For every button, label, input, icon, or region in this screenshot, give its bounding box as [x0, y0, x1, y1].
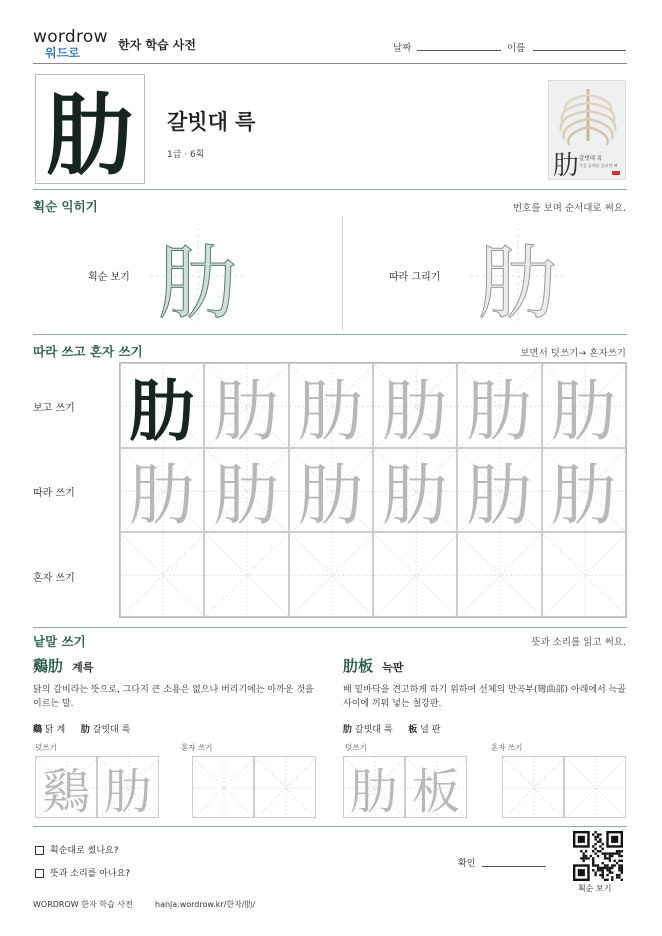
- practice-grid: [119, 362, 627, 618]
- word-1-trace-label: 덧쓰기: [35, 743, 57, 752]
- footer-brand: WORDROW 한자 학습 사전: [33, 900, 133, 909]
- practice-bottom-divider: [33, 627, 627, 628]
- practice-cell[interactable]: [457, 448, 541, 533]
- name-label: 이름: [507, 43, 526, 54]
- word-2-char2-gloss: 널 판: [420, 725, 441, 735]
- word-2-trace-boxes: [343, 756, 467, 818]
- check-meaning-sound-label: 뜻과 소리를 아나요?: [50, 869, 131, 879]
- practice-cell[interactable]: [289, 448, 373, 533]
- thumb-character: 肋: [553, 151, 580, 180]
- logo-korean: 워드로: [45, 46, 80, 60]
- hero-divider: [33, 189, 627, 190]
- word-trace-cell[interactable]: [97, 756, 159, 818]
- practice-character: 肋: [297, 457, 364, 533]
- words-section-note: 뜻과 소리를 읽고 써요.: [531, 637, 626, 648]
- stroke-section-note: 번호를 보며 순서대로 써요.: [512, 203, 626, 214]
- word-2-char1-gloss: 갈빗대 륵: [354, 725, 393, 735]
- practice-character: 肋: [382, 457, 449, 533]
- practice-cell[interactable]: [120, 363, 204, 448]
- footer-url[interactable]: hanja.wordrow.kr/한자/肋/: [155, 900, 256, 909]
- stroke-trace-label: 따라 그리기: [389, 272, 441, 283]
- practice-character: 肋: [466, 457, 533, 533]
- header-divider: [33, 63, 627, 64]
- practice-cell[interactable]: [542, 448, 626, 533]
- practice-cell[interactable]: [373, 448, 457, 533]
- confirm-field[interactable]: [482, 866, 546, 867]
- check-meaning-sound[interactable]: [35, 866, 130, 879]
- words-bottom-divider: [33, 826, 627, 827]
- stroke-divider: [342, 216, 343, 330]
- checkbox-icon[interactable]: [35, 869, 44, 878]
- stroke-trace-box[interactable]: [470, 228, 566, 330]
- grade-strokes: 1급 · 6획: [167, 150, 205, 160]
- practice-character: 肋: [297, 372, 364, 448]
- practice-cell[interactable]: [289, 363, 373, 448]
- word-1-char1-hanja: 鷄: [33, 725, 43, 735]
- word-trace-character: 肋: [349, 763, 398, 818]
- word-trace-character: 板: [411, 763, 460, 818]
- practice-character: 肋: [550, 372, 617, 448]
- practice-section-title: 따라 쓰고 혼자 쓰기: [33, 344, 143, 359]
- practice-character: 肋: [382, 372, 449, 448]
- qr-code[interactable]: [573, 831, 623, 881]
- checkbox-icon[interactable]: [35, 846, 44, 855]
- practice-row-label-view: 보고 쓰기: [33, 403, 75, 414]
- word-2-trace-label: 덧쓰기: [345, 743, 367, 752]
- word-1-char2-gloss: 갈빗대 륵: [92, 725, 131, 735]
- practice-cell[interactable]: [204, 448, 288, 533]
- hero-character-box: [35, 74, 145, 187]
- confirm-label: 확인: [458, 859, 476, 869]
- qr-code-icon: [573, 831, 623, 881]
- word-2-char1-hanja: 肋: [343, 725, 353, 735]
- check-stroke-order[interactable]: [35, 843, 119, 856]
- word-trace-cell[interactable]: [35, 756, 97, 818]
- hero-character: 肋: [45, 83, 134, 187]
- word-1-desc: 닭의 갈비라는 뜻으로, 그다지 큰 소용은 없으나 버리기에는 아까운 것을 이르는 말.: [33, 685, 314, 709]
- practice-cell[interactable]: [289, 532, 373, 617]
- word-1-char1-gloss: 닭 계: [44, 725, 66, 735]
- practice-row-label-solo: 혼자 쓰기: [33, 573, 75, 584]
- word-2: [343, 655, 633, 676]
- word-2-chars: [343, 722, 440, 735]
- check-stroke-order-label: 획순대로 썼나요?: [50, 846, 119, 856]
- word-trace-cell[interactable]: [405, 756, 467, 818]
- thumb-badge: [612, 171, 620, 175]
- practice-character: 肋: [129, 371, 196, 448]
- practice-cell[interactable]: [120, 448, 204, 533]
- word-1-hanja: 鷄肋: [33, 657, 64, 675]
- practice-cell[interactable]: [204, 363, 288, 448]
- word-trace-character: 鷄: [41, 763, 90, 818]
- word-1-trace-boxes: [35, 756, 159, 818]
- word-2-desc: 배 밑바닥을 견고하게 하기 위하여 선체의 만곡부(彎曲部) 아래에서 늑골 사이에 끼워 넣는 철강판.: [343, 685, 626, 709]
- meaning-sound: 갈빗대 륵: [167, 110, 256, 134]
- practice-section-note: 보면서 덧쓰기→ 혼자쓰기: [520, 348, 626, 359]
- practice-cell[interactable]: [373, 532, 457, 617]
- practice-character: 肋: [213, 372, 280, 448]
- word-2-hanja: 肋板: [343, 657, 374, 675]
- word-solo-cell[interactable]: [502, 756, 564, 818]
- practice-character: 肋: [129, 457, 196, 533]
- word-solo-cell[interactable]: [564, 756, 626, 818]
- word-2-solo-boxes: [502, 756, 626, 818]
- stroke-view-character: 肋: [158, 236, 238, 330]
- practice-cell[interactable]: [120, 532, 204, 617]
- practice-cell[interactable]: [457, 363, 541, 448]
- book-thumbnail: [548, 80, 626, 180]
- word-1-solo-boxes: [192, 756, 316, 818]
- date-field[interactable]: [417, 50, 501, 51]
- practice-cell[interactable]: [542, 532, 626, 617]
- word-2-solo-label: 혼자 쓰기: [491, 743, 523, 752]
- practice-character: 肋: [550, 457, 617, 533]
- practice-cell[interactable]: [542, 363, 626, 448]
- word-2-reading: 늑판: [382, 661, 404, 674]
- stroke-view-label: 획순 보기: [88, 272, 130, 283]
- word-2-char2-hanja: 板: [408, 725, 418, 735]
- thumb-caption: 갈빗대 륵: [579, 156, 603, 162]
- stroke-view-box: [150, 228, 246, 330]
- word-1: [33, 655, 323, 676]
- word-trace-cell[interactable]: [343, 756, 405, 818]
- word-1-chars: [33, 722, 130, 735]
- name-field[interactable]: [533, 50, 626, 51]
- logo: [33, 28, 111, 66]
- date-label: 날짜: [393, 43, 412, 54]
- practice-cell[interactable]: [457, 532, 541, 617]
- page-title: 한자 학습 사전: [118, 38, 196, 52]
- practice-character: 肋: [466, 372, 533, 448]
- practice-row-label-trace: 따라 쓰기: [33, 488, 75, 499]
- stroke-trace-character: 肋: [478, 236, 558, 330]
- word-solo-cell[interactable]: [192, 756, 254, 818]
- stroke-bottom-divider: [33, 334, 627, 335]
- word-1-solo-label: 혼자 쓰기: [181, 743, 213, 752]
- word-trace-character: 肋: [103, 763, 152, 818]
- practice-cell[interactable]: [373, 363, 457, 448]
- practice-character: 肋: [213, 457, 280, 533]
- qr-caption: 획순 보기: [578, 884, 612, 893]
- words-section-title: 낱말 쓰기: [33, 634, 86, 649]
- practice-cell[interactable]: [204, 532, 288, 617]
- stroke-section-title: 획순 익히기: [33, 199, 98, 214]
- word-1-char2-hanja: 肋: [80, 725, 90, 735]
- thumb-sub: 가슴 둘레를 둘러싼 뼈: [579, 163, 618, 168]
- word-1-reading: 계륵: [72, 661, 94, 674]
- word-solo-cell[interactable]: [254, 756, 316, 818]
- logo-wordrow: wordrow: [33, 27, 108, 47]
